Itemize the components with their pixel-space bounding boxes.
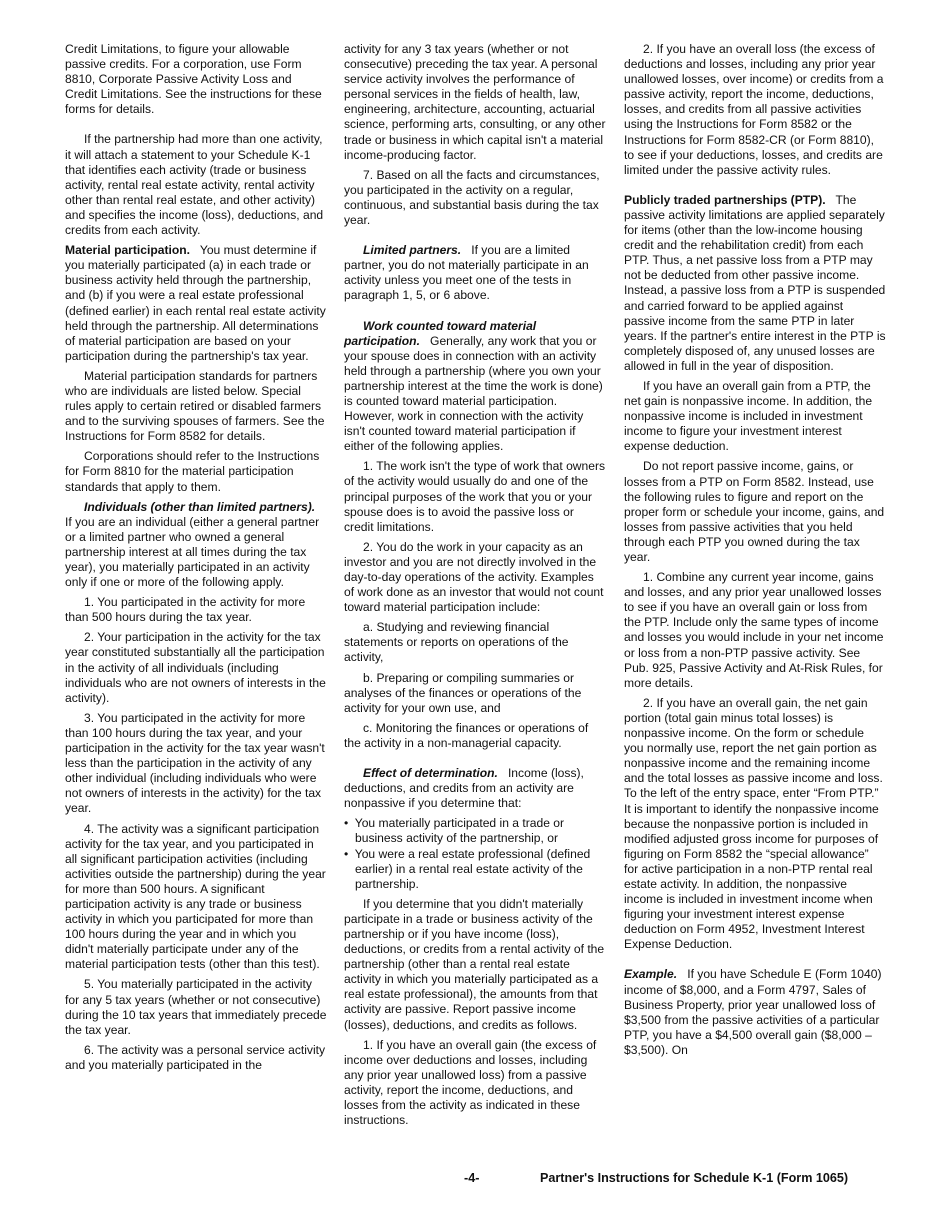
footer-title: Partner's Instructions for Schedule K-1 (Form 1065)	[540, 1171, 849, 1185]
paragraph: Do not report passive income, gains, or losses from a PTP on Form 8582. Instead, use the following rules to figure and report on the proper form or schedule your income, gains, and losses from passive activities that you held through each PTP you owned during the tax year.	[624, 459, 885, 564]
list-item: 7. Based on all the facts and circumstances, you participated in the activity on a regular, continuous, and substantial basis during the tax year.	[344, 167, 600, 228]
bullet-item: • You were a real estate professional (defined earlier) in a rental real estate activity of the partnership.	[344, 846, 591, 891]
section-heading: Material participation.	[65, 243, 190, 258]
text-column-3	[624, 42, 886, 1063]
paragraph: Corporations should refer to the Instructions for Form 8810 for the material participation standards that apply to them.	[65, 449, 320, 494]
paragraph: Publicly traded partnerships (PTP). The passive activity limitations are applied separately for items (other than the low-income housing credit and the rehabilitation credit) from each PTP. Thus, a net passive loss from a PTP may not be deducted from other passive income. Instead, a passive loss from a PTP is suspended and carried forward to be applied against passive income from the same PTP in later years. If the partner's entire interest in the PTP is completely disposed of, any unused losses are allowed in full in the year of disposition.	[624, 192, 886, 373]
text-column-2	[344, 42, 606, 1133]
paragraph: Material participation. You must determine if you materially participated (a) in each trade or business activity held through the partnership, and (b) if you were a real estate professional (defined earlier) in each rental real estate activity held through the partnership. All determinations of material participation are based on your participation during the partnership's tax year.	[65, 243, 326, 363]
paragraph: Example. If you have Schedule E (Form 1040) income of $8,000, and a Form 4797, Sales of Business Property, prior year unallowed loss of $3,500 from the passive activities of a particular PTP, you have a $4,500 overall gain ($8,000 – $3,500). On	[624, 967, 882, 1057]
paragraph: Individuals (other than limited partners). If you are an individual (either a general partner or a limited partner who owned a general partnership interest at all times during the tax year), you materially participated in an activity only if one or more of the following apply.	[65, 499, 320, 590]
list-item: 2. Your participation in the activity for the tax year constituted substantially all the participation in the activity of all individuals (including individuals who are not owners of interests in the activity).	[65, 630, 326, 705]
list-item: a. Studying and reviewing financial statements or reports on operations of the activity,	[344, 620, 569, 665]
bullet-icon: •	[344, 846, 349, 861]
subsection-heading: Effect of determination.	[363, 766, 498, 781]
list-item: 6. The activity was a personal service activity and you materially participated in the	[65, 1042, 326, 1072]
paragraph: Work counted toward material participation. Generally, any work that you or your spouse does in connection with an activity held through a partnership (where you own your partnership interest at the time the work is done) is counted toward material participation. However, work in connection with the activity isn't counted toward material participation if either of the following applies.	[344, 318, 603, 454]
subsection-heading: Individuals (other than limited partners).	[84, 499, 316, 514]
bullet-item: • You materially participated in a trade or business activity of the partnership, or	[344, 816, 565, 846]
list-item: 1. You participated in the activity for more than 500 hours during the tax year.	[65, 595, 306, 625]
list-item: 2. If you have an overall loss (the excess of deductions and losses, including any prior year unallowed losses, over income) or credits from a passive activity, report the income, deductions, losses, and credits from all passive activities using the Instructions for Form 8582 or the Instructions for Form 8582-CR (or Form 8810), to see if your deductions, losses, and credits are limited under the passive activity rules.	[624, 42, 884, 177]
list-item: 3. You participated in the activity for more than 100 hours during the tax year, and your participation in the activity for the tax year wasn't less than the participation in the activity of any other individual (including individuals who were not owners of interests in the activity) for the tax year.	[65, 710, 325, 816]
bullet-icon: •	[344, 816, 349, 831]
paragraph: Effect of determination. Income (loss), deductions, and credits from an activity are nonpassive if you determine that:	[344, 766, 584, 811]
page-number: -4-	[464, 1171, 480, 1185]
section-heading: Publicly traded partnerships (PTP).	[624, 192, 826, 207]
paragraph: If you determine that you didn't materially participate in a trade or business activity of the partnership or if you have income (loss), deductions, or credits from a rental activity of the partnership (other than a rental real estate activity in which you materially participated as a real estate professional), the amounts from that activity are passive. Report passive income (losses), deductions, and credits as follows.	[344, 896, 605, 1032]
list-item: 1. The work isn't the type of work that owners of the activity would usually do and one of the principal purposes of the work that you or your spouse does is to avoid the passive loss or credit limitations.	[344, 459, 606, 534]
list-item: 1. If you have an overall gain (the excess of income over deductions and losses, including any prior year unallowed loss) from a passive activity, report the income, deductions, and losses from the activity as indicated in these instructions.	[344, 1037, 597, 1128]
list-item: 4. The activity was a significant participation activity for the tax year, and you participated in all significant participation activities (including activities outside the partnership) during the year for more than 500 hours. A significant participation activity is any trade or business activity in which you participated for more than 100 hours during the year and in which you didn't materially participate under any of the material participation tests (other than this test).	[65, 821, 326, 972]
text-column-1	[65, 42, 327, 1078]
paragraph: If you have an overall gain from a PTP, the net gain is nonpassive income. In addition, the nonpassive income is included in investment income to figure your investment interest expense deduction.	[624, 378, 873, 454]
paragraph: activity for any 3 tax years (whether or not consecutive) preceding the tax year. A personal service activity involves the performance of personal services in the fields of health, law, engineering, architecture, accounting, actuarial science, performing arts, consulting, or any other trade or business in which capital isn't a material income-producing factor.	[344, 42, 606, 162]
example-heading: Example.	[624, 967, 678, 982]
paragraph: Limited partners. If you are a limited partner, you do not materially participate in an activity unless you meet one of the tests in paragraph 1, 5, or 6 above.	[344, 243, 589, 303]
paragraph: Credit Limitations, to figure your allowable passive credits. For a corporation, use Form 8810, Corporate Passive Activity Loss and Credit Limitations. See the instructions for these forms for details.	[65, 42, 322, 117]
list-item: 2. If you have an overall gain, the net gain portion (total gain minus total losses) is nonpassive income. On the form or schedule you normally use, report the net gain portion as nonpassive income and the remaining income and the total losses as passive income and loss. To the left of the entry space, enter “From PTP.” It is important to identify the nonpassive income because the nonpassive portion is included in modified adjusted gross income for purposes of figuring on Form 8582 the “special allowance” for active participation in a non-PTP rental real estate activity. In addition, the nonpassive income is included in investment income when figuring your investment interest expense deduction on Form 4952, Investment Interest Expense Deduction.	[624, 695, 883, 952]
paragraph: Material participation standards for partners who are individuals are listed below. Special rules apply to certain retired or disabled farmers and to the surviving spouses of farmers. See the Instructions for Form 8582 for details.	[65, 368, 325, 444]
list-item: 1. Combine any current year income, gains and losses, and any prior year unallowed losses to see if you have an overall gain or loss from the PTP. Include only the same types of income and losses you would include in your net income or loss from a non-PTP passive activity. See Pub. 925, Passive Activity and At-Risk Rules, for more details.	[624, 570, 884, 690]
subsection-heading: Limited partners.	[363, 243, 462, 258]
list-item: b. Preparing or compiling summaries or analyses of the finances or operations of the activity for your own use, and	[344, 670, 582, 715]
paragraph: If the partnership had more than one activity, it will attach a statement to your Schedule K-1 that identifies each activity (trade or business activity, rental real estate activity, rental activity other than rental real estate, and other activity) and specifies the income (loss), deductions, and credits from each activity.	[65, 132, 324, 238]
list-item: c. Monitoring the finances or operations of the activity in a non-managerial capacity.	[344, 720, 589, 750]
list-item: 2. You do the work in your capacity as an investor and you are not directly involved in the day-to-day operations of the activity. Examples of work done as an investor that would not count toward material participation include:	[344, 539, 604, 615]
list-item: 5. You materially participated in the activity for any 5 tax years (whether or not consecutive) during the 10 tax years that immediately precede the tax year.	[65, 977, 327, 1037]
subsection-heading: Work counted toward material participation.	[344, 318, 537, 348]
